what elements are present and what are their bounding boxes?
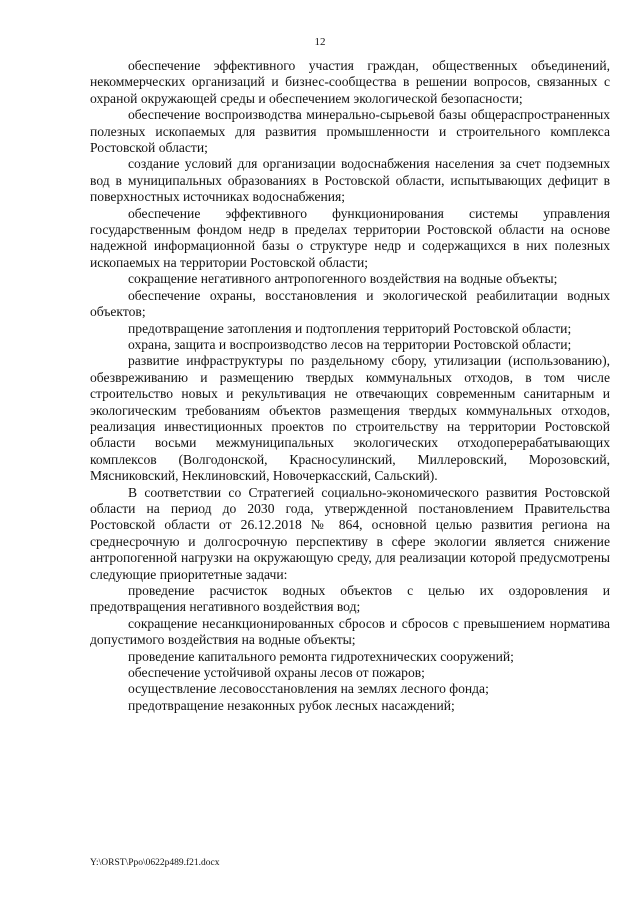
paragraph: сокращение несанкционированных сбросов и сбросов с превышением норматива допустимого воздействия на водные объекты; — [90, 615, 610, 648]
document-body — [90, 58, 610, 714]
paragraph: обеспечение эффективного участия граждан, общественных объединений, некоммерческих организаций и бизнес-сообщества в решении вопросов, связанных с охраной окружающей среды и обеспечением экологической безопасности; — [90, 58, 610, 106]
footer-file-path: Y:\ORST\Ppo\0622p489.f21.docx — [90, 858, 220, 868]
page-number: 12 — [314, 36, 326, 48]
paragraph: сокращение негативного антропогенного воздействия на водные объекты; — [128, 271, 558, 287]
paragraph: охрана, защита и воспроизводство лесов на территории Ростовской области; — [128, 336, 572, 352]
paragraph: осуществление лесовосстановления на землях лесного фонда; — [128, 681, 489, 697]
paragraph: обеспечение охраны, восстановления и экологической реабилитации водных объектов; — [90, 287, 610, 320]
paragraph: обеспечение воспроизводства минерально-сырьевой базы общераспространенных полезных ископаемых для развития промышленности и строительного комплекса Ростовской области; — [90, 107, 610, 156]
paragraph: В соответствии со Стратегией социально-экономического развития Ростовской области на период до 2030 года, утвержденной постановлением Правительства Ростовской области от 26.12.2018 № 864, основной целью развития региона на среднесрочную и долгосрочную перспективу в сфере экологии является снижение антропогенной нагрузки на окружающую среду, для реализации которой предусмотрены следующие приоритетные задачи: — [90, 484, 610, 582]
paragraph: предотвращение затопления и подтопления территорий Ростовской области; — [128, 320, 572, 336]
paragraph: обеспечение устойчивой охраны лесов от пожаров; — [128, 665, 425, 681]
paragraph: обеспечение эффективного функционирования системы управления государственным фондом недр в пределах территории Ростовской области на основе надежной информационной базы о структуре недр и содержащихся в них полезных ископаемых на территории Ростовской области; — [90, 205, 610, 270]
paragraph: проведение капитального ремонта гидротехнических сооружений; — [128, 648, 514, 664]
paragraph: развитие инфраструктуры по раздельному сбору, утилизации (использованию), обезвреживанию и размещению твердых коммунальных отходов, в том числе строительство новых и рекультивация не отвечающих современным санитарным и экологическим требованиям объектов размещения твердых коммунальных отходов, реализация инвестиционных проектов по строительству на территории Ростовской области восьми межмуниципальных экологических отходоперерабатывающих комплексов (Волгодонской, Красносулинский, Миллеровский, Морозовский, Мясниковский, Неклиновский, Новочеркасский, Сальский). — [90, 353, 610, 484]
paragraph: проведение расчисток водных объектов с целью их оздоровления и предотвращения негативного воздействия вод; — [90, 583, 610, 615]
paragraph: создание условий для организации водоснабжения населения за счет подземных вод в муниципальных образованиях в Ростовской области, испытывающих дефицит в поверхностных источниках водоснабжения; — [90, 156, 610, 205]
paragraph: предотвращение незаконных рубок лесных насаждений; — [128, 697, 455, 713]
